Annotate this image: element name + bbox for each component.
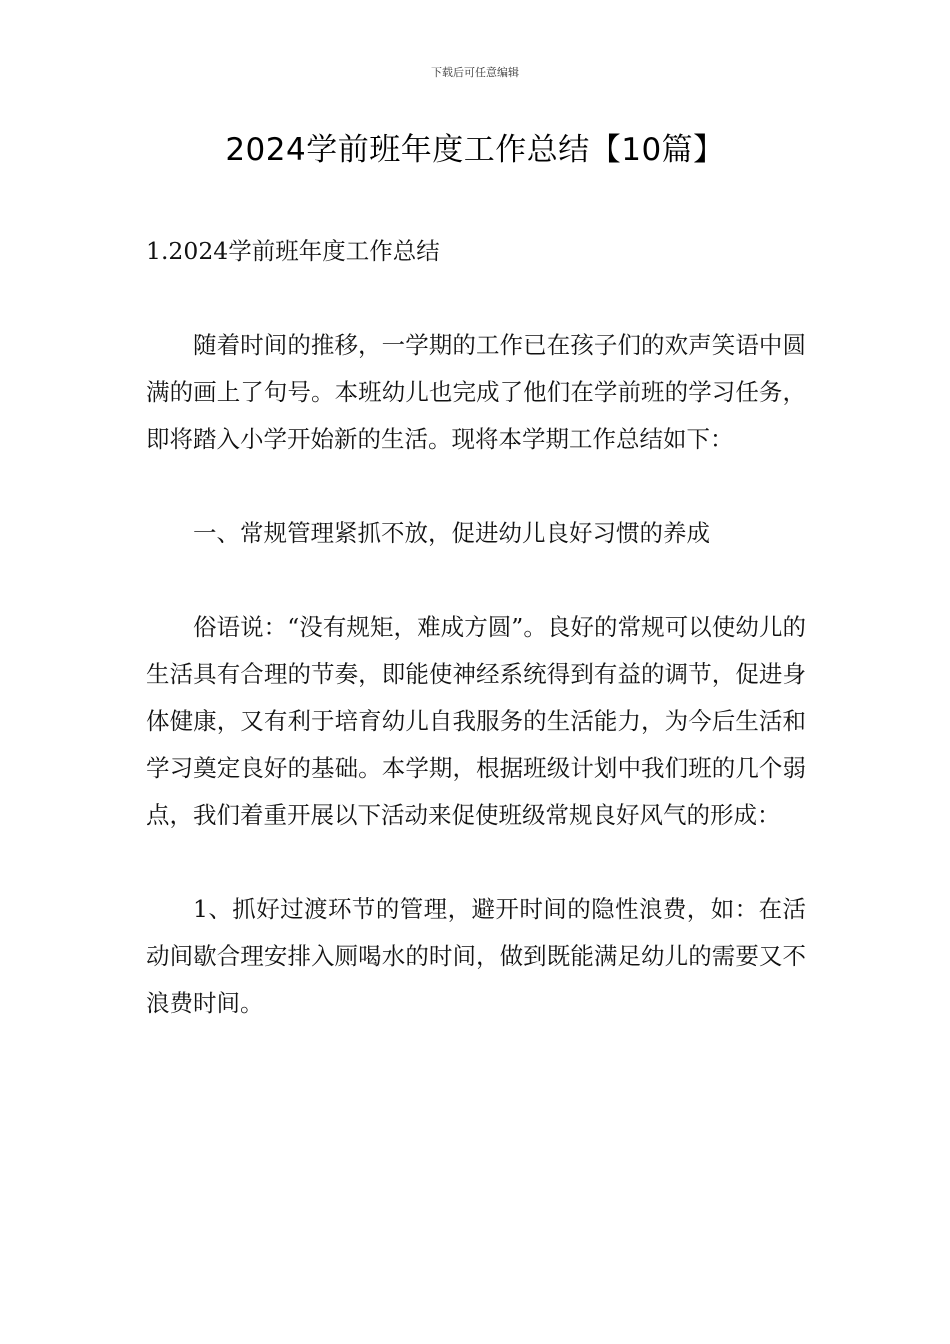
- paragraph-intro: 随着时间的推移，一学期的工作已在孩子们的欢声笑语中圆满的画上了句号。本班幼儿也完成了他们在学前班的学习任务，即将踏入小学开始新的生活。现将本学期工作总结如下：: [146, 331, 806, 453]
- paragraph-transition: 1、抓好过渡环节的管理，避开时间的隐性浪费，如：在活动间歇合理安排入厕喝水的时间，做到既能满足幼儿的需要又不浪费时间。: [146, 895, 806, 1017]
- section-title: 1.2024学前班年度工作总结: [146, 237, 440, 265]
- header-note: 下载后可任意编辑: [431, 66, 519, 79]
- paragraph-subheading: 一、常规管理紧抓不放，促进幼儿良好习惯的养成: [193, 519, 710, 547]
- document-body: [146, 228, 806, 1074]
- document-title: 2024学前班年度工作总结【10篇】: [225, 132, 725, 168]
- paragraph-routine: 俗语说：“没有规矩，难成方圆”。良好的常规可以使幼儿的生活具有合理的节奏，即能使神经系统得到有益的调节，促进身体健康，又有利于培育幼儿自我服务的生活能力，为今后生活和学习奠定良好的基础。本学期，根据班级计划中我们班的几个弱点，我们着重开展以下活动来促使班级常规良好风气的形成：: [146, 613, 806, 829]
